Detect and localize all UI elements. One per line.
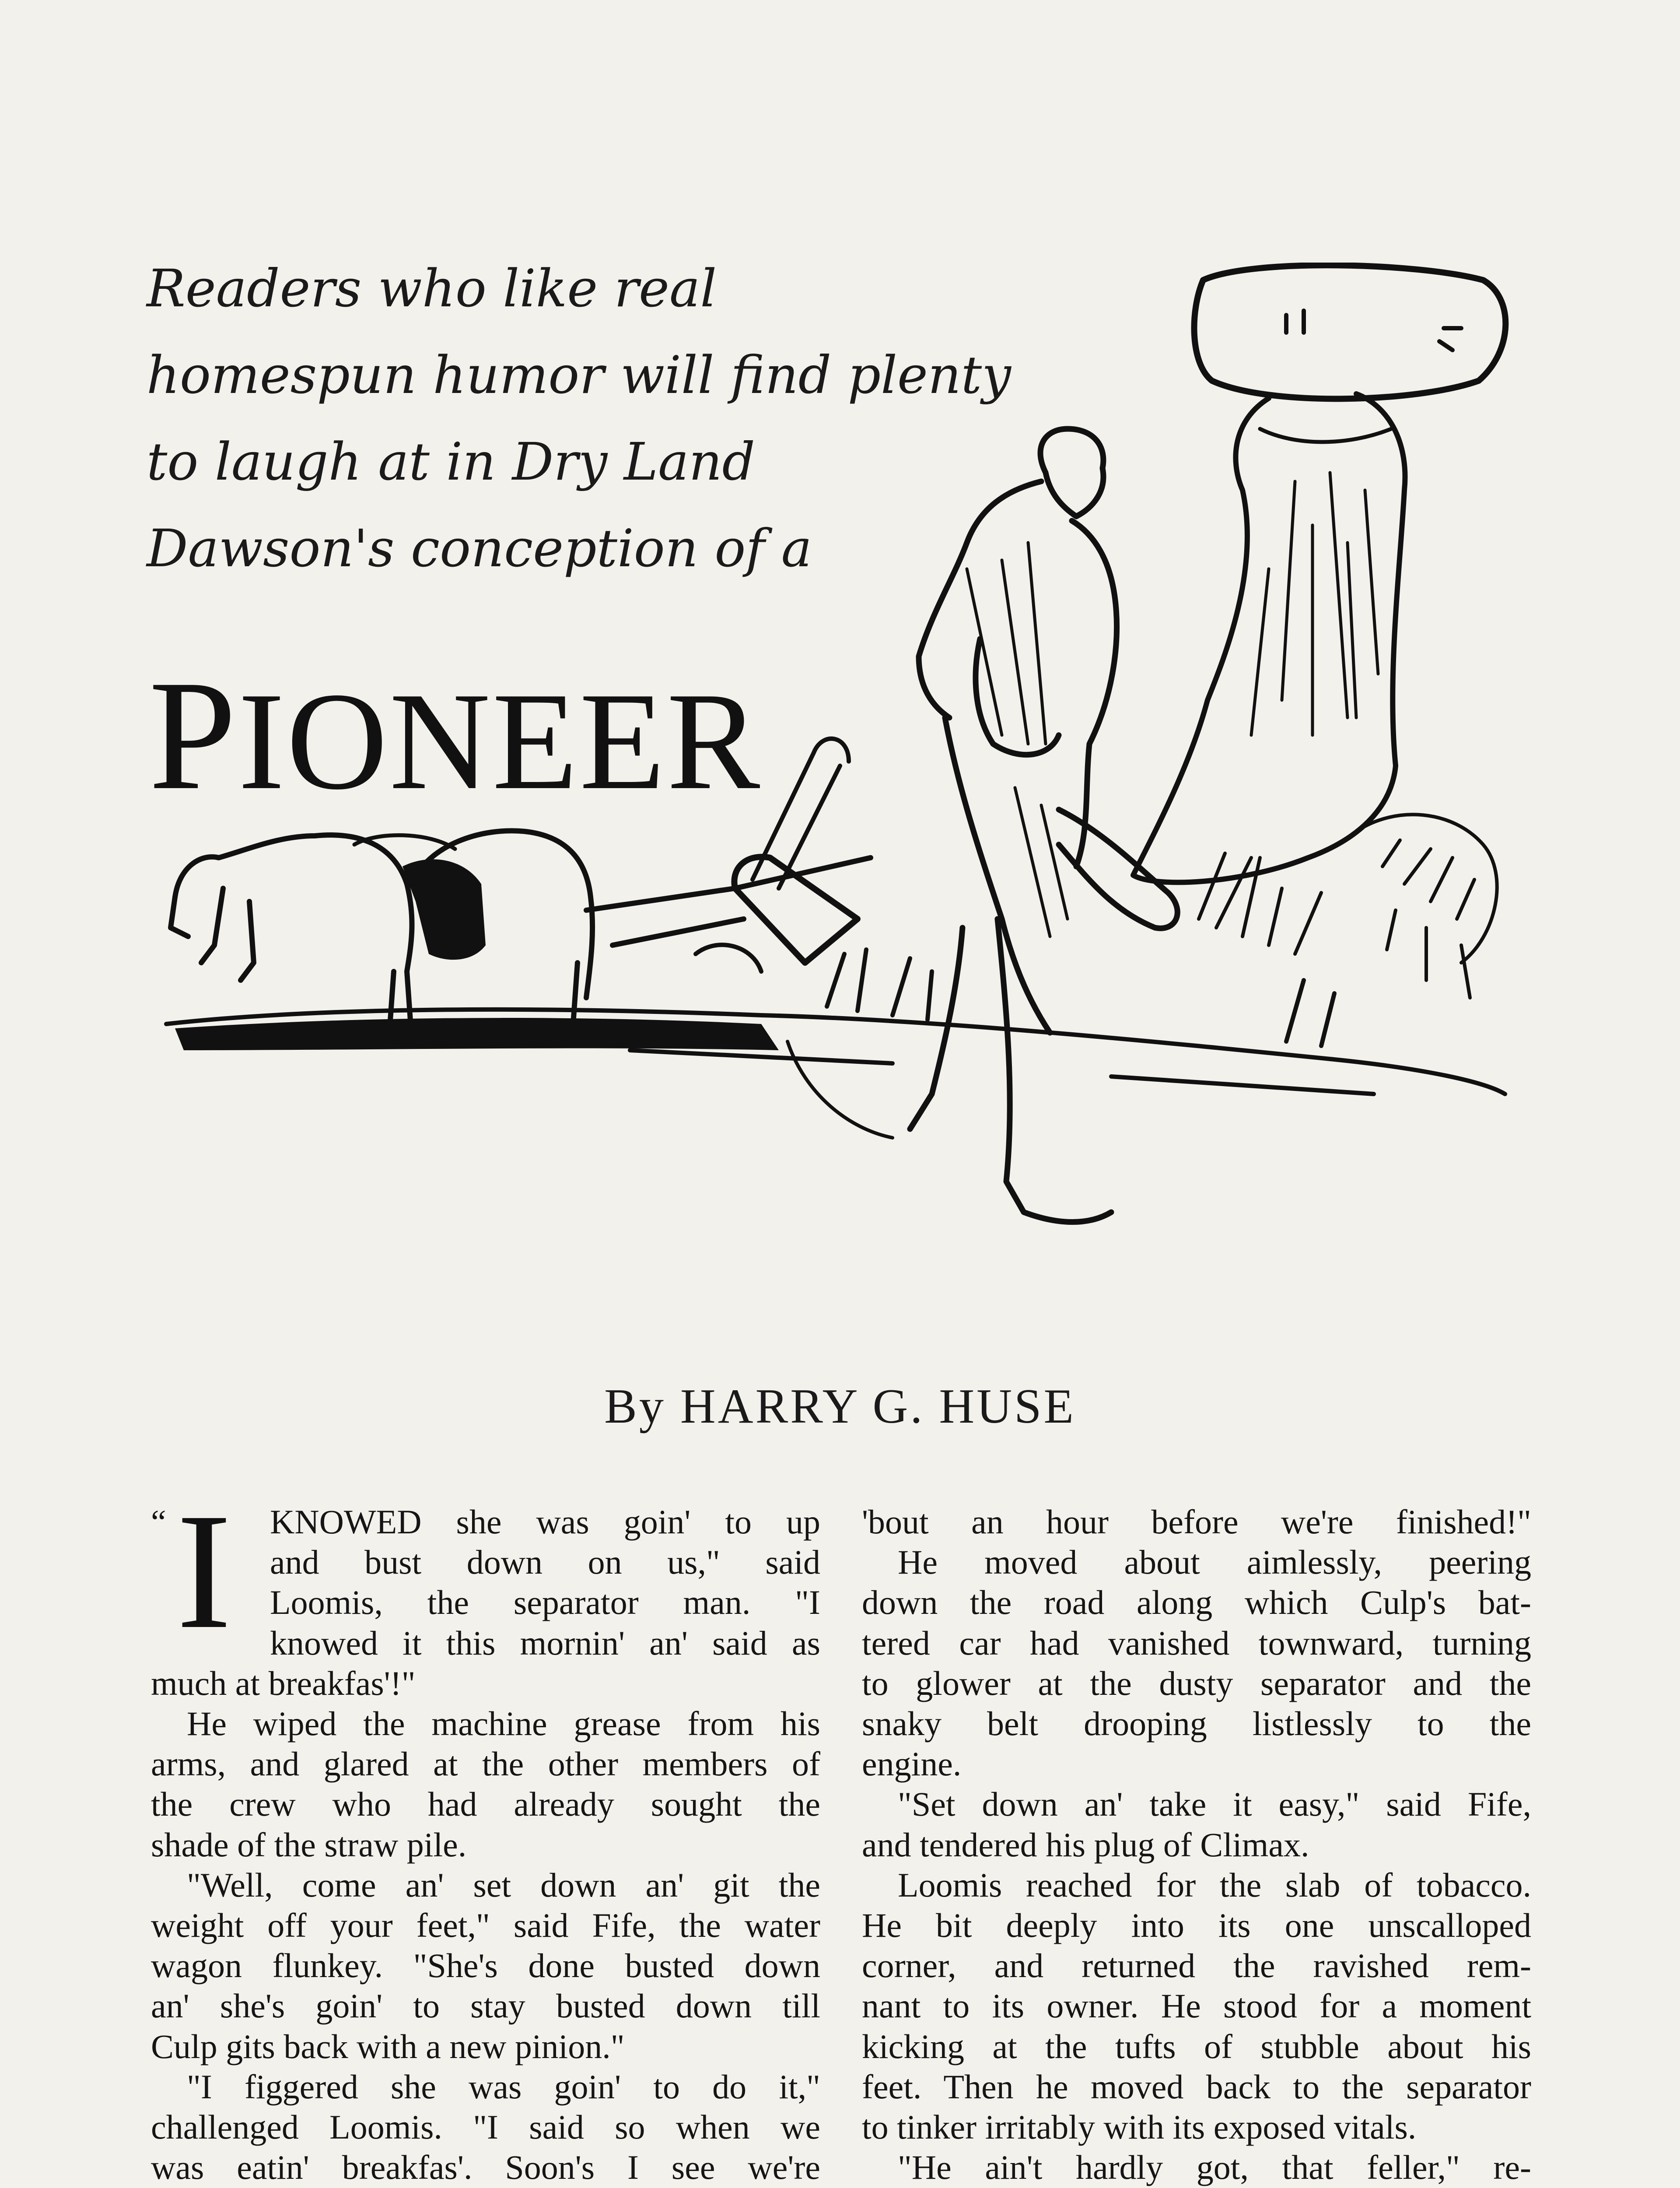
dropcap-block (151, 1479, 820, 1663)
text-line: "I figgered she was goin' to do it," (187, 2067, 820, 2106)
text-line: engine. (862, 1745, 962, 1783)
text-line: "Set down an' take it easy," said Fife, (898, 1785, 1531, 1823)
horses (171, 831, 592, 1033)
text-line: tered car had vanished townward, turning (862, 1623, 1531, 1662)
text-line: weight off your feet," said Fife, the water (151, 1906, 820, 1945)
text-line: Loomis, the separator man. "I (270, 1583, 820, 1622)
title-first-letter: P (149, 648, 238, 822)
text-line: 'bout an hour before we're finished!" (862, 1503, 1531, 1541)
text-line: nant to its owner. He stood for a moment (862, 1987, 1531, 2025)
man (910, 429, 1177, 1222)
text-line: to tinker irritably with its exposed vitals. (862, 2108, 1417, 2146)
text-line: kicking at the tufts of stubble about his (862, 2027, 1531, 2065)
text-line: knowed it this mornin' an' said as (270, 1623, 820, 1662)
plow (586, 739, 871, 971)
text-line: "Well, come an' set down an' git the (187, 1865, 820, 1904)
text-line: and tendered his plug of Climax. (862, 1825, 1309, 1864)
dark-horse (402, 859, 486, 960)
text-line: arms, and glared at the other members of (151, 1745, 820, 1783)
text-line: snaky belt drooping listlessly to the (862, 1704, 1531, 1743)
blurb-line: Dawson's conception of a (147, 518, 812, 579)
title-rest: IONEER (238, 664, 762, 819)
opening-quote: “ (151, 1503, 166, 1541)
right-column (862, 1502, 1531, 2188)
text-line: corner, and returned the ravished rem- (862, 1946, 1531, 1985)
left-column (151, 1479, 820, 2188)
text-line: KNOWED she was goin' to up (270, 1503, 820, 1541)
text-line: He moved about aimlessly, peering (898, 1543, 1531, 1581)
text-line: He bit deeply into its one unscalloped (862, 1906, 1531, 1945)
drop-cap: I (176, 1479, 232, 1663)
text-line: shade of the straw pile. (151, 1825, 467, 1864)
balanced-rock (1133, 265, 1505, 882)
text-line: He wiped the machine grease from his (187, 1704, 820, 1743)
blurb-line: Readers who like real (147, 258, 717, 319)
byline: By HARRY G. HUSE (604, 1379, 1076, 1434)
blurb-line: homespun humor will find plenty (147, 345, 1011, 405)
text-line: Loomis reached for the slab of tobacco. (898, 1865, 1531, 1904)
text-line: Culp gits back with a new pinion." (151, 2027, 625, 2065)
text-line: challenged Loomis. "I said so when we (151, 2108, 820, 2146)
blurb-line: to laugh at in Dry Land (147, 431, 756, 492)
illustration (149, 263, 1518, 1357)
ground-shadow (175, 1018, 779, 1050)
text-line: was eatin' breakfas'. Soon's I see we're (151, 2148, 820, 2187)
text-line: "He ain't hardly got, that feller," re- (898, 2148, 1531, 2187)
bushes (1199, 814, 1497, 998)
text-line: wagon flunkey. "She's done busted down (151, 1946, 820, 1985)
text-line: down the road along which Culp's bat- (862, 1583, 1531, 1622)
text-line: the crew who had already sought the (151, 1785, 820, 1823)
text-line: much at breakfas'!" (151, 1664, 416, 1702)
text-line: an' she's goin' to stay busted down till (151, 1987, 820, 2025)
text-line: to glower at the dusty separator and the (862, 1664, 1531, 1702)
text-line: and bust down on us," said (270, 1543, 820, 1581)
text-line: feet. Then he moved back to the separator (862, 2067, 1531, 2106)
